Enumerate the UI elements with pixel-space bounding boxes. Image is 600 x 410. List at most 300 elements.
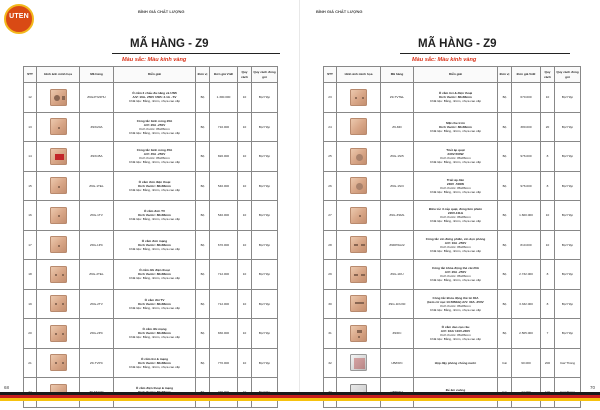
cell-unit: Bộ bbox=[196, 319, 210, 349]
cell-description bbox=[114, 289, 196, 319]
cell-description bbox=[414, 142, 498, 172]
cell-price: 976.000 bbox=[512, 171, 541, 201]
product-spec: Kích thước: 86x86mm bbox=[138, 331, 171, 336]
product-spec: 230V-500W bbox=[447, 152, 464, 157]
remote-switch-icon bbox=[350, 207, 367, 224]
product-name: Ổ cắm 3 chấu đa năng và USB bbox=[132, 91, 177, 96]
cell-packing: Bộ/ Hộp bbox=[555, 230, 581, 260]
cell-image bbox=[37, 230, 80, 260]
product-name: Công tắc bình nóng 45A bbox=[136, 148, 173, 153]
product-detail: Kích thước: 86x86mm bbox=[440, 333, 471, 338]
power-switch-icon bbox=[50, 118, 67, 135]
header-price: Đơn giá VnĐ bbox=[512, 67, 541, 83]
cell-code: UB/FRC bbox=[381, 348, 414, 378]
title-underline bbox=[112, 53, 280, 54]
cell-code: Z9G-1PC bbox=[80, 230, 114, 260]
table-header-row bbox=[24, 67, 278, 83]
product-name: Đế âm vuông bbox=[445, 388, 466, 393]
cell-unit: Bộ bbox=[498, 142, 512, 172]
brand-logo bbox=[4, 4, 34, 34]
cell-image bbox=[37, 348, 80, 378]
cell-packing: Bộ/ Hộp bbox=[252, 260, 278, 290]
cell-description bbox=[114, 201, 196, 231]
table-row bbox=[24, 112, 278, 142]
dnd-switch-icon-detail bbox=[354, 244, 358, 246]
cell-image bbox=[337, 289, 381, 319]
usb-socket-icon bbox=[50, 89, 67, 106]
cell-stt: 17 bbox=[24, 230, 37, 260]
cell-description bbox=[414, 230, 498, 260]
product-spec: Kích thước: 86x86mm bbox=[439, 95, 472, 100]
product-name: Ổ cắm tivi & mạng bbox=[141, 356, 168, 361]
phone-socket-icon-detail bbox=[58, 186, 60, 188]
cell-stt: 25 bbox=[324, 142, 337, 172]
cell-packing: Bộ/ Hộp bbox=[252, 201, 278, 231]
key-card-switch-icon-detail bbox=[355, 302, 364, 304]
data-socket-icon bbox=[50, 236, 67, 253]
curtain-switch-icon bbox=[350, 266, 367, 283]
product-detail: Chất liệu: Bằng, nhôm, nhựa cao cấp bbox=[429, 160, 482, 165]
page-title: MÃ HÀNG - Z9 bbox=[418, 38, 497, 50]
cell-image bbox=[37, 260, 80, 290]
table-row bbox=[324, 230, 581, 260]
table-row bbox=[324, 201, 581, 231]
cell-description bbox=[114, 83, 196, 113]
product-detail: Kích thước: 86x86mm bbox=[440, 185, 471, 190]
cell-price: 2.565.000 bbox=[512, 319, 541, 349]
product-spec: Kích thước: 86x86mm bbox=[138, 360, 171, 365]
cell-qty: 10 bbox=[238, 142, 252, 172]
cell-stt: 18 bbox=[24, 260, 37, 290]
cell-unit: Bộ bbox=[498, 201, 512, 231]
product-name: Triết áp đèn bbox=[446, 177, 465, 182]
product-detail: Chất liệu: Bằng, nhôm, nhựa cao cấp bbox=[429, 219, 482, 224]
cell-unit: Bộ bbox=[196, 83, 210, 113]
cell-price: 540.000 bbox=[210, 201, 238, 231]
blank-plate-icon bbox=[350, 118, 367, 135]
cell-packing: Bộ/ Hộp bbox=[252, 289, 278, 319]
product-name: Ổ cắm đôi điện thoại bbox=[139, 268, 170, 273]
cell-price: 3.332.000 bbox=[512, 289, 541, 319]
header-code: Mã hàng bbox=[80, 67, 114, 83]
product-spec: Kích thước: 86x86mm bbox=[138, 183, 171, 188]
cell-price: 380.000 bbox=[512, 112, 541, 142]
cell-description bbox=[114, 112, 196, 142]
table-row bbox=[24, 142, 278, 172]
cell-image bbox=[337, 260, 381, 290]
page-title: MÃ HÀNG - Z9 bbox=[130, 38, 209, 50]
header-unit: Đơn vị bbox=[196, 67, 210, 83]
product-name: Ổ cắm đôi TV bbox=[144, 297, 165, 302]
tv-socket-icon-detail bbox=[58, 215, 60, 217]
shaver-socket-icon bbox=[350, 325, 367, 342]
cell-qty: 8 bbox=[541, 171, 555, 201]
cell-price: 976.000 bbox=[512, 142, 541, 172]
cell-unit: Bộ bbox=[498, 260, 512, 290]
cell-qty: 10 bbox=[238, 319, 252, 349]
cell-code: Z9DP6A22 bbox=[381, 230, 414, 260]
cell-stt: 24 bbox=[324, 112, 337, 142]
cell-stt: 27 bbox=[324, 201, 337, 231]
cell-code: Z9/DC bbox=[381, 319, 414, 349]
header-packing: Quy cách đóng gói bbox=[555, 67, 581, 83]
product-detail: Kích thước: 86x86mm bbox=[440, 156, 471, 161]
cell-stt: 20 bbox=[24, 319, 37, 349]
cell-unit: Bộ bbox=[196, 201, 210, 231]
cell-qty: 10 bbox=[238, 171, 252, 201]
cell-code: Z9G-1SI5 bbox=[381, 142, 414, 172]
product-name: Ổ cắm dao cạo râu bbox=[441, 325, 470, 330]
cell-packing: Bộ/ Hộp bbox=[252, 83, 278, 113]
cell-qty: 8 bbox=[541, 289, 555, 319]
light-dimmer-icon-detail bbox=[356, 183, 363, 190]
product-spec: (kèm cờ nạc 13.56MHz) A/V: 30A -250V bbox=[427, 299, 484, 304]
cell-stt: 12 bbox=[24, 83, 37, 113]
product-detail: Chất liệu: Bằng, nhôm, nhựa cao cấp bbox=[128, 364, 181, 369]
product-name: Hộp đậy phòng chống nước bbox=[434, 360, 477, 365]
cell-image bbox=[337, 319, 381, 349]
product-name: Công tắc khóa động thẻ từ 30A bbox=[432, 295, 479, 300]
tv-phone-socket-icon-detail bbox=[362, 97, 364, 99]
cell-unit: Bộ bbox=[498, 112, 512, 142]
cell-unit: Bộ bbox=[196, 348, 210, 378]
header-stt: STT bbox=[324, 67, 337, 83]
double-tv-socket-icon-detail bbox=[62, 303, 64, 305]
page-gutter bbox=[299, 0, 300, 392]
product-detail: Kích thước: 86x86mm bbox=[440, 274, 471, 279]
cell-stt: 32 bbox=[324, 348, 337, 378]
double-data-socket-icon-detail bbox=[55, 333, 57, 335]
cell-price: 670.000 bbox=[210, 230, 238, 260]
table-row bbox=[324, 112, 581, 142]
cell-stt: 13 bbox=[24, 112, 37, 142]
tv-data-socket-icon bbox=[50, 354, 67, 371]
cell-packing: Bộ/ Hộp bbox=[252, 142, 278, 172]
cell-price: 712.000 bbox=[210, 260, 238, 290]
cell-qty: 8 bbox=[541, 260, 555, 290]
cell-image bbox=[37, 171, 80, 201]
cell-price: 830.000 bbox=[210, 319, 238, 349]
table-row bbox=[24, 230, 278, 260]
table-row bbox=[324, 83, 581, 113]
cell-code: Z9G-2TEL bbox=[80, 260, 114, 290]
cell-unit: Cái bbox=[498, 348, 512, 378]
cell-price: 1.300.000 bbox=[210, 83, 238, 113]
cell-code: Z9/K45A bbox=[80, 142, 114, 172]
cell-unit: Bộ bbox=[196, 171, 210, 201]
power-switch-icon-detail bbox=[58, 127, 60, 129]
table-header-row bbox=[324, 67, 581, 83]
product-detail: Chất liệu: Bằng, nhôm, nhựa cao cấp bbox=[128, 305, 181, 310]
product-spec: Kích thước: 86x86mm bbox=[138, 213, 171, 218]
product-name: Ổ cắm đơn mạng bbox=[141, 238, 168, 243]
tv-data-socket-icon-detail bbox=[62, 362, 64, 364]
double-tv-socket-icon-detail bbox=[55, 303, 57, 305]
color-subtitle: Màu sắc: Màu kính vàng bbox=[122, 57, 187, 63]
header-price: Đơn giá VnĐ bbox=[210, 67, 238, 83]
table-row bbox=[324, 348, 581, 378]
table-row bbox=[24, 348, 278, 378]
cell-stt: 28 bbox=[324, 230, 337, 260]
table-row bbox=[24, 171, 278, 201]
cell-unit: Bộ bbox=[498, 83, 512, 113]
cell-qty: 10 bbox=[238, 230, 252, 260]
double-data-socket-icon-detail bbox=[62, 333, 64, 335]
cell-code: Z9G-1SI3 bbox=[381, 171, 414, 201]
product-spec: A/V: 10A -250V bbox=[444, 240, 467, 245]
cell-image bbox=[37, 142, 80, 172]
cell-qty: 10 bbox=[541, 201, 555, 231]
cell-price: 540.000 bbox=[210, 171, 238, 201]
header-packing: Quy cách đóng gói bbox=[252, 67, 278, 83]
cell-description bbox=[414, 348, 498, 378]
cell-image bbox=[337, 171, 381, 201]
product-detail: Kích thước: 86x86mm bbox=[440, 303, 471, 308]
cell-packing: Bộ/ Hộp bbox=[555, 83, 581, 113]
curtain-switch-icon-detail bbox=[361, 274, 365, 276]
cell-description bbox=[414, 260, 498, 290]
cell-image bbox=[337, 112, 381, 142]
weatherproof-box-icon-detail bbox=[354, 358, 365, 369]
cell-image bbox=[37, 289, 80, 319]
cell-description bbox=[414, 289, 498, 319]
product-detail: Kích thước: 86x86mm bbox=[440, 244, 471, 249]
shaver-socket-icon-detail bbox=[357, 330, 362, 333]
product-name: Ổ cắm đơn điện thoại bbox=[138, 179, 171, 184]
cell-unit: Bộ bbox=[498, 230, 512, 260]
product-detail: Chất liệu: Bằng, nhôm, nhựa cao cấp bbox=[429, 337, 482, 342]
key-card-switch-icon bbox=[350, 295, 367, 312]
product-detail: Kích thước: 86x86mm bbox=[139, 156, 170, 161]
cell-code: Z9G-1TV bbox=[80, 201, 114, 231]
cell-price: 1.660.000 bbox=[512, 201, 541, 231]
cell-description bbox=[114, 142, 196, 172]
product-spec: Kích thước: 86x86mm bbox=[138, 272, 171, 277]
cell-price: 712.000 bbox=[210, 289, 238, 319]
cell-code: Z9G2T3/2HU bbox=[80, 83, 114, 113]
cell-stt: 14 bbox=[24, 142, 37, 172]
cell-code: Z9G-1DU30 bbox=[381, 289, 414, 319]
cell-stt: 16 bbox=[24, 201, 37, 231]
header-tagline: BÌNH GIÁ CHẤT LƯỢNG bbox=[138, 9, 185, 14]
header-unit: Đơn vị bbox=[498, 67, 512, 83]
tv-phone-socket-icon-detail bbox=[355, 97, 357, 99]
product-table bbox=[23, 66, 278, 408]
table-row bbox=[324, 142, 581, 172]
header-image: Hình ảnh minh họa bbox=[337, 67, 381, 83]
cell-packing: Bộ/ Hộp bbox=[252, 171, 278, 201]
cell-image bbox=[337, 348, 381, 378]
cell-price: 710.000 bbox=[210, 112, 238, 142]
cell-packing: Bộ/ Hộp bbox=[555, 319, 581, 349]
double-phone-socket-icon-detail bbox=[55, 274, 57, 276]
tv-socket-icon bbox=[50, 207, 67, 224]
cell-image bbox=[37, 83, 80, 113]
cell-image bbox=[337, 142, 381, 172]
cell-description bbox=[114, 260, 196, 290]
product-detail: Chất liệu: Bằng, nhôm, nhựa cao cấp bbox=[128, 217, 181, 222]
cell-qty: 10 bbox=[238, 201, 252, 231]
cell-packing: Bộ/ Hộp bbox=[252, 319, 278, 349]
curtain-switch-icon-detail bbox=[354, 274, 358, 276]
table-row bbox=[24, 319, 278, 349]
cell-code: Z9G-2PC bbox=[80, 319, 114, 349]
cell-stt: 29 bbox=[324, 260, 337, 290]
cell-price: 90.000 bbox=[512, 348, 541, 378]
cell-code: Z9G-2TV bbox=[80, 289, 114, 319]
cell-image bbox=[37, 112, 80, 142]
cell-unit: Bộ bbox=[498, 171, 512, 201]
usb-socket-icon-detail bbox=[54, 95, 60, 101]
cell-image bbox=[37, 201, 80, 231]
title-underline bbox=[400, 53, 570, 54]
cell-unit: Bộ bbox=[498, 289, 512, 319]
cell-qty: 10 bbox=[238, 289, 252, 319]
cell-unit: Bộ bbox=[196, 142, 210, 172]
product-name: Công tắc bình nóng 20A bbox=[136, 118, 173, 123]
table-body bbox=[324, 83, 581, 408]
cell-unit: Bộ bbox=[196, 289, 210, 319]
cell-description bbox=[114, 348, 196, 378]
data-socket-icon-detail bbox=[58, 245, 60, 247]
table-row bbox=[24, 201, 278, 231]
cell-code: Z9-MD bbox=[381, 112, 414, 142]
cell-qty: 8 bbox=[541, 142, 555, 172]
footer-stripe-yellow bbox=[0, 398, 600, 401]
page-number: 70 bbox=[590, 385, 596, 390]
header-tagline: BÌNH GIÁ CHẤT LƯỢNG bbox=[316, 9, 363, 14]
cell-packing: Cái/ Thùng bbox=[555, 348, 581, 378]
cell-stt: 31 bbox=[324, 319, 337, 349]
water-heater-switch-icon-detail bbox=[55, 154, 64, 160]
product-name: Ổ cắm đôi mạng bbox=[142, 327, 167, 332]
page-number: 68 bbox=[4, 385, 10, 390]
cell-price: 820.000 bbox=[210, 142, 238, 172]
double-tv-socket-icon bbox=[50, 295, 67, 312]
cell-code: Z9/K20A bbox=[80, 112, 114, 142]
cell-qty: 7 bbox=[541, 319, 555, 349]
cell-code: Z9G-1TEL bbox=[80, 171, 114, 201]
cell-stt: 15 bbox=[24, 171, 37, 201]
phone-socket-icon bbox=[50, 177, 67, 194]
cell-qty: 10 bbox=[238, 112, 252, 142]
product-detail: Chất liệu: Bằng, nhôm, nhựa cao cấp bbox=[128, 99, 181, 104]
cell-code: Z9G-1DU bbox=[381, 260, 414, 290]
cell-stt: 30 bbox=[324, 289, 337, 319]
cell-qty: 10 bbox=[541, 230, 555, 260]
cell-unit: Bộ bbox=[498, 319, 512, 349]
cell-unit: Bộ bbox=[196, 260, 210, 290]
product-detail: Chất liệu: Bằng, nhôm, nhựa cao cấp bbox=[429, 99, 482, 104]
tv-phone-socket-icon bbox=[350, 89, 367, 106]
table-row bbox=[324, 171, 581, 201]
cell-qty: 10 bbox=[238, 83, 252, 113]
cell-qty: 20 bbox=[541, 112, 555, 142]
table-row bbox=[24, 289, 278, 319]
product-detail: Chất liệu: Bằng, nhôm, nhựa cao cấp bbox=[128, 335, 181, 340]
cell-description bbox=[114, 171, 196, 201]
product-name: Ổ cắm điện thoại & mạng bbox=[135, 386, 174, 391]
cell-price: 2.732.000 bbox=[512, 260, 541, 290]
double-data-socket-icon bbox=[50, 325, 67, 342]
header-qty: Quy cách bbox=[541, 67, 555, 83]
cell-packing: Bộ/ Hộp bbox=[555, 289, 581, 319]
table-body bbox=[24, 83, 278, 408]
header-code: Mã hàng bbox=[381, 67, 414, 83]
product-detail: Chất liệu: Bằng, nhôm, nhựa cao cấp bbox=[429, 248, 482, 253]
cell-image bbox=[337, 83, 381, 113]
product-name: Ổ cắm tivi & điện thoại bbox=[438, 91, 473, 96]
product-detail: Chất liệu: Bằng, nhôm, nhựa cao cấp bbox=[429, 128, 482, 133]
double-phone-socket-icon-detail bbox=[62, 274, 64, 276]
cell-qty: 200 bbox=[541, 348, 555, 378]
header-image: Hình ảnh minh họa bbox=[37, 67, 80, 83]
cell-image bbox=[337, 201, 381, 231]
product-detail: Chất liệu: Bằng, nhôm, nhựa cao cấp bbox=[429, 307, 482, 312]
cell-unit: Bộ bbox=[196, 230, 210, 260]
product-detail: Chất liệu: Bằng, nhôm, nhựa cao cấp bbox=[128, 246, 181, 251]
catalog-page-right bbox=[300, 0, 600, 410]
fan-dimmer-icon-detail bbox=[356, 154, 363, 161]
product-spec: A/V: 16A/ 110V-230V bbox=[440, 329, 471, 334]
table-row bbox=[24, 83, 278, 113]
cell-price: 670.000 bbox=[512, 83, 541, 113]
product-spec: A/V: 20A -250V bbox=[444, 270, 467, 275]
cell-description bbox=[414, 83, 498, 113]
cell-image bbox=[337, 230, 381, 260]
cell-code: Z9-TVPC bbox=[80, 348, 114, 378]
dnd-switch-icon-detail bbox=[361, 244, 365, 246]
cell-packing: Bộ/ Hộp bbox=[555, 201, 581, 231]
product-table bbox=[323, 66, 581, 408]
table-row bbox=[324, 289, 581, 319]
product-detail: Chất liệu: Bằng, nhôm, nhựa cao cấp bbox=[128, 276, 181, 281]
cell-description bbox=[414, 201, 498, 231]
fan-dimmer-icon bbox=[350, 148, 367, 165]
cell-stt: 23 bbox=[324, 83, 337, 113]
cell-code: Z9G-3SML bbox=[381, 201, 414, 231]
cell-image bbox=[37, 319, 80, 349]
product-spec: 230V -500W bbox=[446, 181, 465, 186]
color-subtitle: Màu sắc: Màu kính vàng bbox=[412, 57, 477, 63]
cell-stt: 19 bbox=[24, 289, 37, 319]
product-spec: Kích thước: 86x86mm bbox=[138, 242, 171, 247]
table-row bbox=[324, 260, 581, 290]
light-dimmer-icon bbox=[350, 177, 367, 194]
product-detail: Chất liệu: Bằng, nhôm, nhựa cao cấp bbox=[128, 160, 181, 165]
weatherproof-box-icon bbox=[350, 354, 367, 371]
table-row bbox=[324, 319, 581, 349]
product-spec: A/V: 45A -250V bbox=[143, 152, 166, 157]
product-name: Triết áp quạt bbox=[446, 148, 465, 153]
cell-packing: Bộ/ Hộp bbox=[555, 142, 581, 172]
cell-stt: 21 bbox=[24, 348, 37, 378]
cell-description bbox=[114, 230, 196, 260]
header-description: Diễn giải bbox=[414, 67, 498, 83]
remote-switch-icon-detail bbox=[359, 215, 361, 217]
header-stt: STT bbox=[24, 67, 37, 83]
product-spec: A/V: 16A- 250V USB: 2.1A - 5V bbox=[132, 95, 177, 100]
cell-packing: Bộ/ Hộp bbox=[555, 112, 581, 142]
cell-price: 810.000 bbox=[512, 230, 541, 260]
cell-qty: 10 bbox=[238, 348, 252, 378]
product-detail: Chất liệu: Bằng, nhôm, nhựa cao cấp bbox=[128, 130, 181, 135]
product-spec: Kích thước: 86x86mm bbox=[439, 124, 472, 129]
product-name: Điều tốc 3 cấp quạt, đóng liên phiên bbox=[429, 207, 482, 212]
water-heater-switch-icon bbox=[50, 148, 67, 165]
cell-packing: Bộ/ Hộp bbox=[252, 112, 278, 142]
cell-packing: Bộ/ Hộp bbox=[555, 260, 581, 290]
